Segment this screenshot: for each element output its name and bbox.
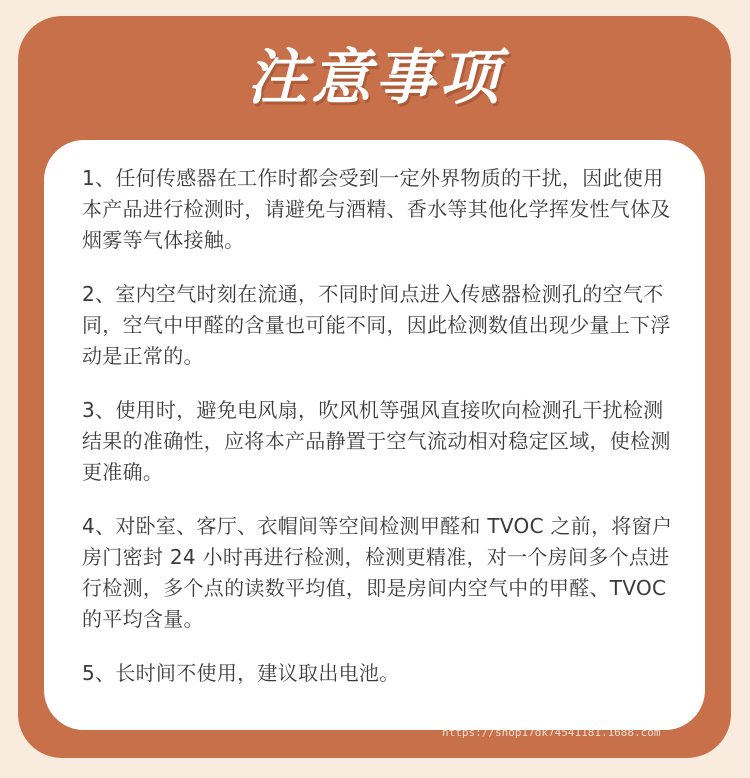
note-item-1: 1、任何传感器在工作时都会受到一定外界物质的干扰，因此使用本产品进行检测时，请避免与酒精、香水等其他化学挥发性气体及烟雾等气体接触。: [82, 166, 671, 252]
watermark-url: https://shop17dk74541181.1688.com: [442, 726, 661, 739]
note-item-2: 2、室内空气时刻在流通，不同时间点进入传感器检测孔的空气不同，空气中甲醛的含量也可能不同，因此检测数值出现少量上下浮动是正常的。: [82, 282, 671, 368]
note-item-4: 4、对卧室、客厅、衣帽间等空间检测甲醛和 TVOC 之前，将窗户房门密封 24 小时再进行检测，检测更精准，对一个房间多个点进行检测，多个点的读数平均值，即是房间内空气中的甲醛、TVOC 的平均含量。: [82, 514, 673, 631]
note-item-5: 5、长时间不使用，建议取出电池。: [82, 661, 400, 685]
notes-list: [82, 163, 680, 712]
note-item-3: 3、使用时，避免电风扇，吹风机等强风直接吹向检测孔干扰检测结果的准确性，应将本产品静置于空气流动相对稳定区域，使检测更准确。: [82, 398, 671, 484]
page-title: 注意事项: [247, 43, 503, 113]
